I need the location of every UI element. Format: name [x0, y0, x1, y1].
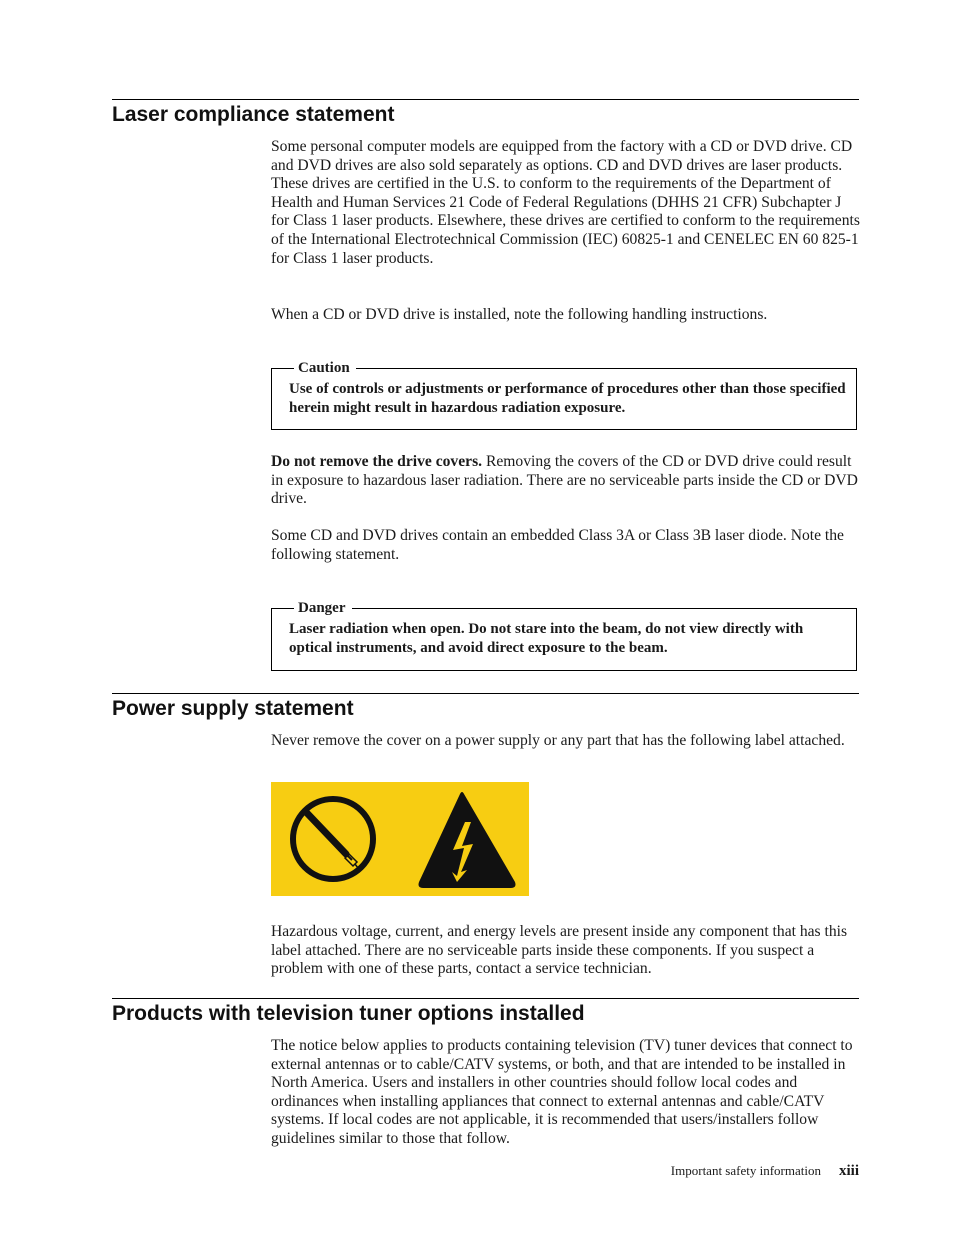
- caution-box: [271, 360, 857, 430]
- danger-label: Danger: [294, 599, 352, 617]
- hazard-label-svg: [271, 782, 529, 896]
- page-number: xiii: [838, 1163, 859, 1179]
- section-rule: [112, 693, 859, 694]
- danger-box: [271, 600, 857, 671]
- hazard-label-image: [271, 782, 529, 896]
- caution-label: Caution: [294, 359, 356, 377]
- danger-text: Laser radiation when open. Do not stare into the beam, do not view directly with optical instruments, and avoid direct exposure to the beam.: [289, 621, 804, 656]
- drive-covers-warning: Do not remove the drive covers.: [271, 453, 483, 470]
- laser-paragraph-4: Some CD and DVD drives contain an embedded Class 3A or Class 3B laser diode. Note the following statement.: [271, 527, 844, 563]
- page-footer: [671, 1163, 859, 1180]
- section-rule: [112, 99, 859, 100]
- no-tools-icon: [293, 799, 373, 879]
- power-paragraph-2: Hazardous voltage, current, and energy levels are present inside any component that has this label attached. There are no serviceable parts inside these components. If you suspect a problem with one of these parts, contact a service technician.: [271, 923, 848, 978]
- laser-paragraph-1: Some personal computer models are equipped from the factory with a CD or DVD drive. CD and DVD drives are also sold separately as options. CD and DVD drives are laser products. These drives are certified in the U.S. to conform to the requirements of the Department of Health and Human Services 21 Code of Federal Regulations (DHHS 21 CFR) Subchapter J for Class 1 laser products. Elsewhere, these drives are certified to conform to the requirements of the International Electrotechnical Commission (IEC) 60825-1 and CENELEC EN 60 825-1 for Class 1 laser products.: [271, 138, 860, 267]
- power-supply-heading: Power supply statement: [112, 697, 354, 720]
- laser-compliance-heading: Laser compliance statement: [112, 103, 395, 126]
- high-voltage-warning-icon: [419, 792, 516, 888]
- caution-text: Use of controls or adjustments or performance of procedures other than those specified herein might result in hazardous radiation exposure.: [289, 381, 846, 416]
- drive-covers-text: Removing the covers of the CD or DVD drive could result in exposure to hazardous laser radiation. There are no serviceable parts inside the CD or DVD drive.: [271, 453, 858, 508]
- tv-tuner-heading: Products with television tuner options installed: [112, 1002, 585, 1025]
- footer-title: Important safety information: [670, 1163, 821, 1178]
- section-rule: [112, 998, 859, 999]
- power-paragraph-1: Never remove the cover on a power supply or any part that has the following label attached.: [271, 732, 845, 749]
- laser-paragraph-2: When a CD or DVD drive is installed, note the following handling instructions.: [271, 306, 768, 323]
- laser-paragraph-3: [271, 453, 861, 509]
- tv-paragraph-1: The notice below applies to products containing television (TV) tuner devices that connect to external antennas or to cable/CATV systems, or both, and that are intended to be installed in North America. Users and installers in other countries should follow local codes and ordinances when installing appliances that connect to external antennas and cable/CATV systems. If local codes are not applicable, it is recommended that users/installers follow guidelines similar to those that follow.: [271, 1037, 853, 1147]
